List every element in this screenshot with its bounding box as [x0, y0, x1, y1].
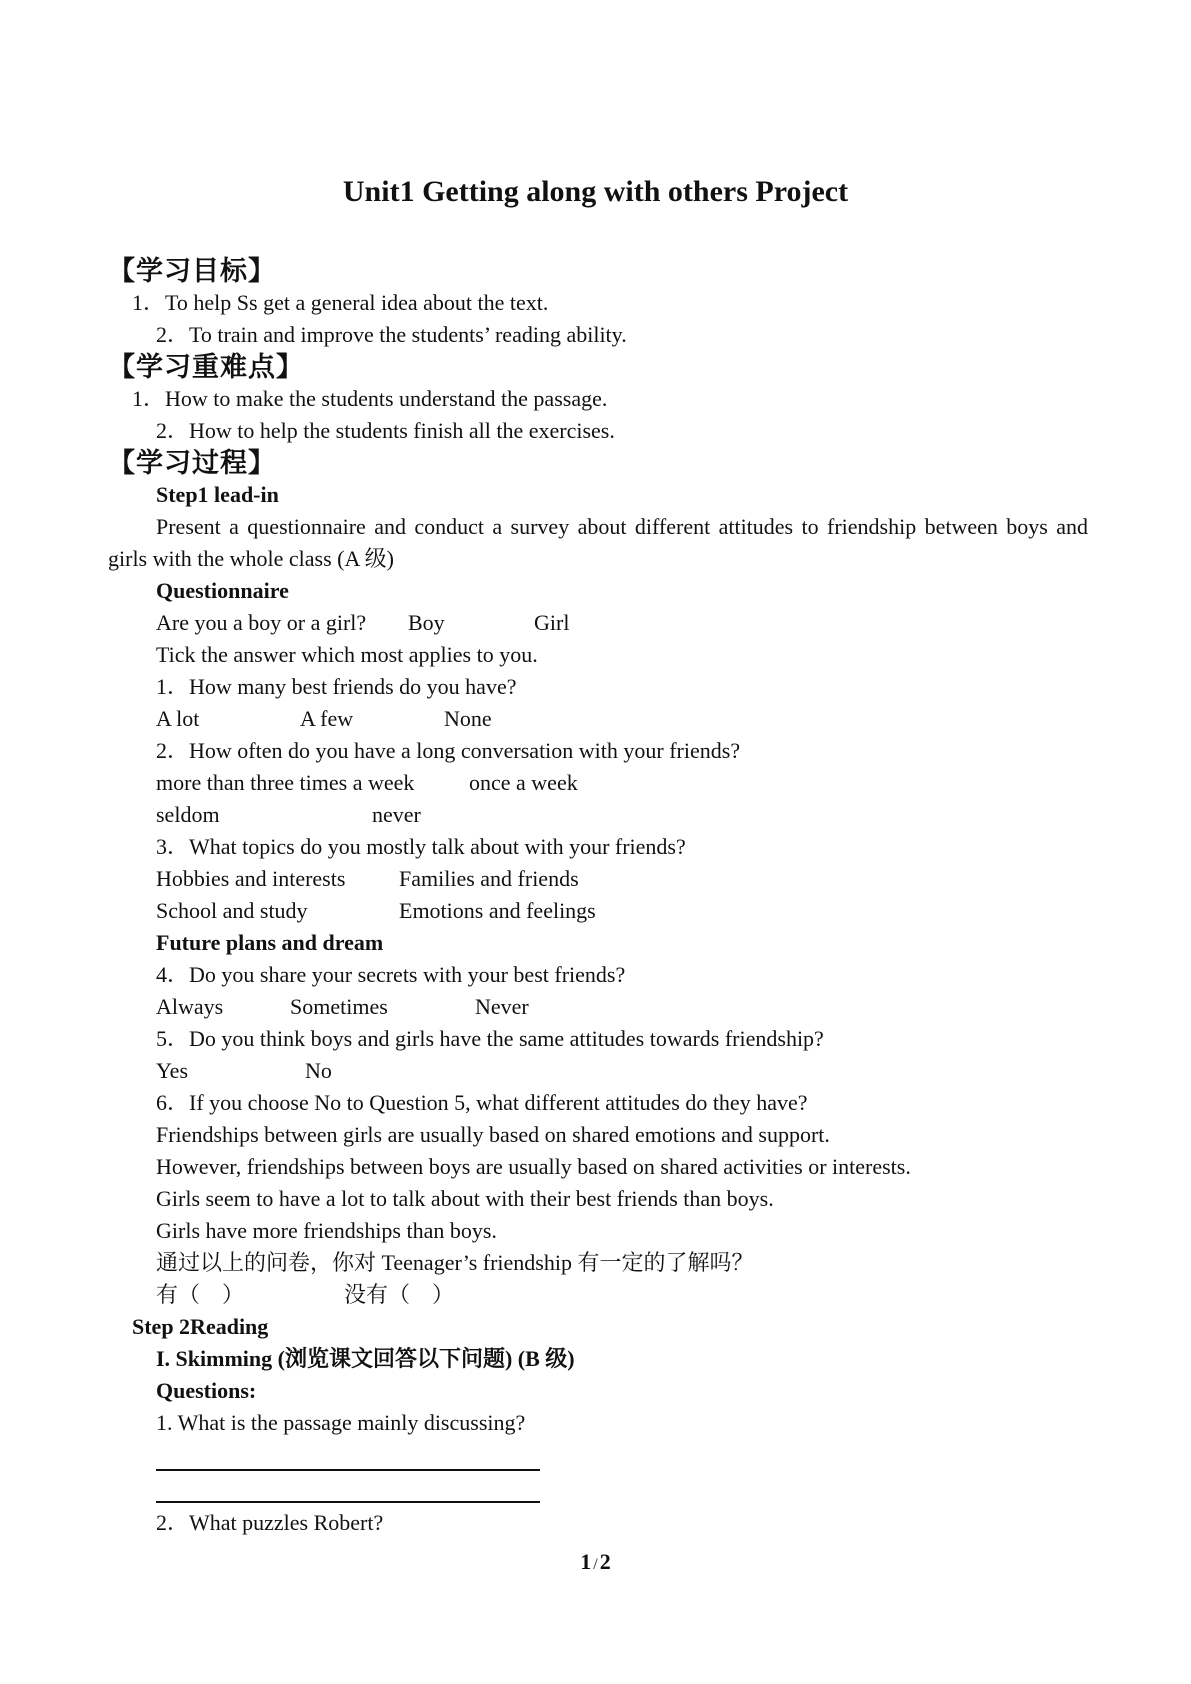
gender-question: Are you a boy or a girl? [156, 610, 367, 635]
objective-item: 2．To train and improve the students’ reading ability. [156, 322, 627, 347]
check-question: 通过以上的问卷，你对 Teenager’s friendship 有一定的了解吗？ [156, 1250, 754, 1275]
option: Emotions and feelings [399, 898, 596, 923]
option: School and study [156, 898, 308, 923]
step2-heading: Step 2Reading [132, 1314, 269, 1339]
tick-instruction: Tick the answer which most applies to you. [156, 642, 538, 667]
option: None [444, 706, 492, 731]
answer-line: However, friendships between boys are usually based on shared activities or interests. [156, 1154, 911, 1179]
answer-blank-line[interactable] [156, 1439, 540, 1471]
questions-label: Questions: [156, 1378, 257, 1403]
process-heading: 【学习过程】 [108, 448, 276, 478]
page-number [0, 1546, 1191, 1581]
answer-line: Girls seem to have a lot to talk about with their best friends than boys. [156, 1186, 774, 1211]
answer-line: Friendships between girls are usually based on shared emotions and support. [156, 1122, 830, 1147]
option: Never [475, 994, 529, 1019]
question-3-options [108, 895, 1088, 927]
page-title: Unit1 Getting along with others Project [342, 175, 849, 208]
option: Always [156, 994, 224, 1019]
step1-heading: Step1 lead-in [156, 482, 279, 507]
keypoint-item: 2．How to help the students finish all the exercises. [156, 418, 615, 443]
step1-intro: Present a questionnaire and conduct a survey about different attitudes to friendship between boys and girls with the whole class (A 级) [108, 514, 1088, 571]
answer-line: Girls have more friendships than boys. [156, 1218, 497, 1243]
question-4: 4．Do you share your secrets with your best friends? [156, 962, 626, 987]
option: Yes [156, 1058, 189, 1083]
keypoints-heading: 【学习重难点】 [108, 352, 304, 382]
question-6: 6．If you choose No to Question 5, what different attitudes do they have? [156, 1090, 808, 1115]
option-no: 没有（ ） [344, 1282, 455, 1307]
option: Hobbies and interests [156, 866, 346, 891]
question-2-options [108, 799, 1088, 831]
question-2: 2．How often do you have a long conversation with your friends? [156, 738, 741, 763]
option: No [305, 1058, 332, 1083]
option: A lot [156, 706, 200, 731]
question-1-options [108, 703, 1088, 735]
reading-question-1: 1. What is the passage mainly discussing? [156, 1410, 526, 1435]
question-4-options [108, 991, 1088, 1023]
question-5: 5．Do you think boys and girls have the same attitudes towards friendship? [156, 1026, 824, 1051]
objective-item: 1．To help Ss get a general idea about the text. [132, 290, 549, 315]
objectives-heading: 【学习目标】 [108, 256, 276, 286]
option: Sometimes [290, 994, 388, 1019]
question-1: 1．How many best friends do you have? [156, 674, 517, 699]
gender-question-row [108, 607, 1088, 639]
option: A few [300, 706, 354, 731]
document-body [108, 255, 1088, 1539]
keypoint-item: 1．How to make the students understand the passage. [132, 386, 608, 411]
question-3: 3．What topics do you mostly talk about with your friends? [156, 834, 686, 859]
page-current: 1 [580, 1549, 592, 1574]
option-boy: Boy [408, 610, 445, 635]
option: once a week [469, 770, 578, 795]
option: Families and friends [399, 866, 579, 891]
check-options [108, 1279, 1088, 1311]
option-girl: Girl [534, 610, 570, 635]
question-2-options [108, 767, 1088, 799]
option: Future plans and dream [156, 930, 384, 955]
skimming-heading: I. Skimming (浏览课文回答以下问题) (B 级) [156, 1346, 575, 1371]
page-total: 2 [599, 1549, 611, 1574]
question-5-options [108, 1055, 1088, 1087]
option: seldom [156, 802, 220, 827]
option-yes: 有（ ） [156, 1282, 245, 1307]
option: never [372, 802, 421, 827]
questionnaire-label: Questionnaire [156, 578, 289, 603]
page-separator: / [593, 1556, 598, 1573]
question-3-options [108, 863, 1088, 895]
reading-question-2: 2．What puzzles Robert? [156, 1510, 384, 1535]
option: more than three times a week [156, 770, 415, 795]
answer-blank-line[interactable] [156, 1471, 540, 1503]
